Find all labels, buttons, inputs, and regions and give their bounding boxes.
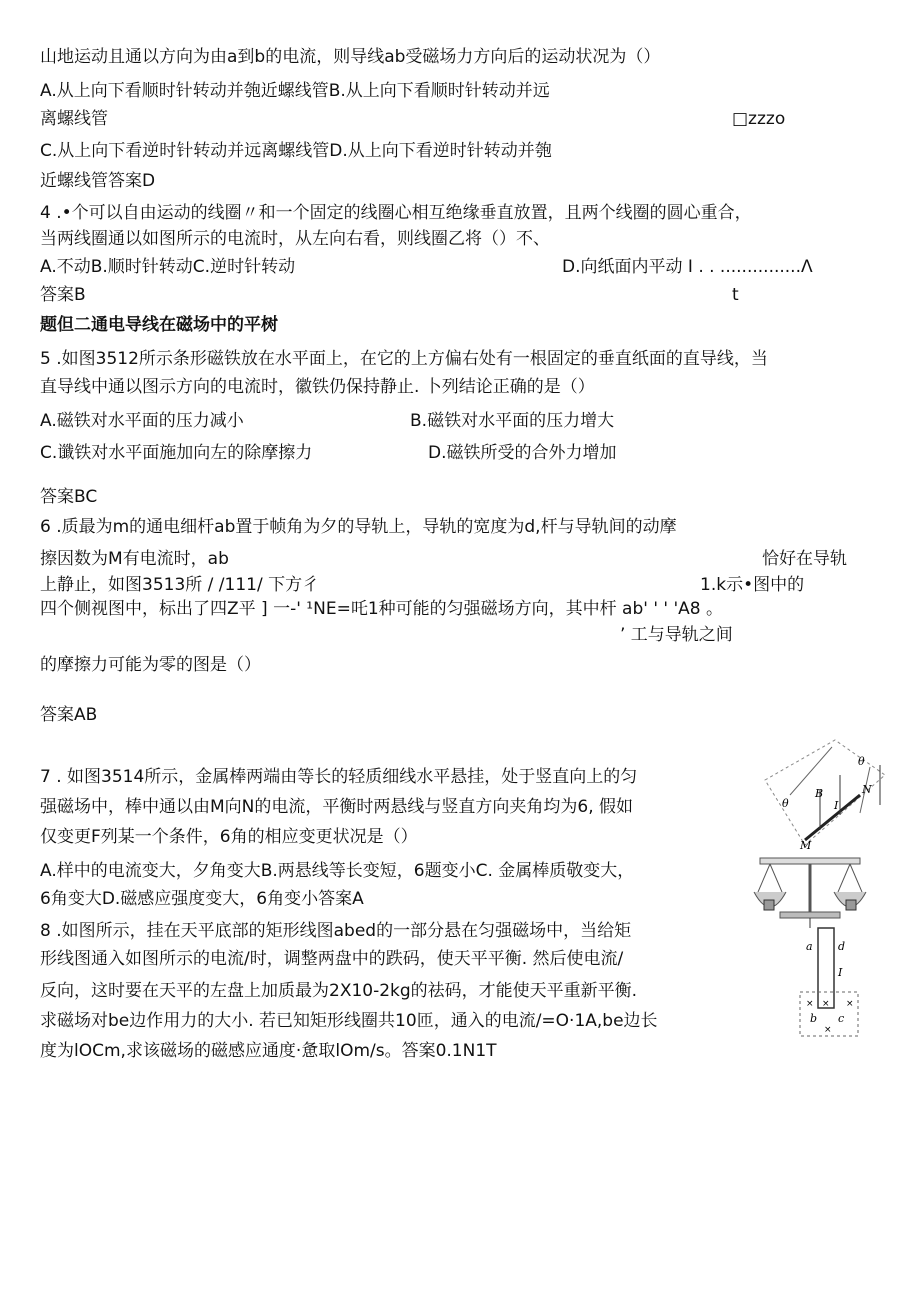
answer-line: 6角变大D.磁感应强度变大，6角变小答案A <box>40 889 364 909</box>
question-6: 6 .质最为m的通电细杆ab置于帧角为夕的导轨上，导轨的宽度为d,杆与导轨间的动摩 <box>40 517 677 537</box>
c-label: c <box>838 1012 845 1025</box>
answer-line: 答案B <box>40 285 86 305</box>
answer-line: 答案BC <box>40 487 98 507</box>
text-line: 山地运动且通以方向为由a到b的电流，则导线ab受磁场力方向后的运动状况为（） <box>40 47 661 67</box>
text-line: 当两线圈通以如图所示的电流时，从左向右看，则线圈乙将（）不、 <box>40 229 550 249</box>
a-label: a <box>806 940 813 953</box>
question-4: 4 .•个可以自由运动的线圈〃和一个固定的线圈心相互绝缘垂直放置，且两个线圈的圆心重合， <box>40 203 752 223</box>
text-line: 直导线中通以图示方向的电流时，徽铁仍保持静止. 卜列结论正确的是（） <box>40 377 595 397</box>
field-cross: × <box>846 999 854 1009</box>
text-line: 的摩擦力可能为零的图是（） <box>40 655 261 675</box>
text-line: 求磁场对be边作用力的大小. 若已知矩形线圈共10匝，通入的电流/=O·1A,be边长 <box>40 1011 658 1031</box>
text-line: 仅变更F列某一个条件，6角的相应变更状况是（） <box>40 827 418 847</box>
question-8: 8 .如图所示，挂在天平底部的矩形线图abed的一部分悬在匀强磁场中，当给矩 <box>40 921 632 941</box>
n-label: N <box>862 783 872 796</box>
choice-line: C.从上向下看逆时针转动并远离螺线管D.从上向下看逆时针转动并匏 <box>40 141 552 161</box>
left-thread <box>790 747 832 795</box>
text-line: 1.k示•图中的 <box>700 575 805 595</box>
m-label: M <box>800 839 812 850</box>
text-line: 反向，这时要在天平的左盘上加质最为2X10-2kg的祛码，才能使天平重新平衡. <box>40 981 638 1001</box>
theta-label: θ <box>782 797 789 810</box>
b-label: B <box>815 787 824 800</box>
choice-d: D.磁铁所受的合外力增加 <box>428 443 617 463</box>
question-5: 5 .如图3512所示条形磁铁放在水平面上，在它的上方偏右处有一根固定的垂直纸面的直导线，当 <box>40 349 768 369</box>
choice-a: A.磁铁对水平面的压力减小 <box>40 411 244 431</box>
hanging-rod-figure <box>760 735 890 850</box>
choice-line: D.向纸面内平动 I . . ...............Λ <box>562 257 813 277</box>
choice-c: C.谶铁对水平面施加向左的除摩擦力 <box>40 443 313 463</box>
answer-line: 近螺线管答案D <box>40 171 156 191</box>
figure-caption: □zzzo <box>732 109 786 129</box>
balance-base <box>780 912 840 918</box>
left-pan-string <box>758 864 770 892</box>
i-label: I <box>834 799 839 812</box>
text-line: 四个侧视图中，标出了四Z平 ] 一-' ¹NE=吒1种可能的匀强磁场方向，其中杆 ab' ' ' 'A8 。 <box>40 599 723 619</box>
b-label: b <box>810 1012 818 1025</box>
theta-label: θ <box>858 755 865 768</box>
field-cross: × <box>806 999 814 1009</box>
section-heading: 题但二通电导线在磁场中的平树 <box>40 315 278 335</box>
choice-b: B.磁铁对水平面的压力增大 <box>410 411 615 431</box>
d-label: d <box>838 940 846 953</box>
choice-line: A.不动B.顺时针转动C.逆时针转动 <box>40 257 296 277</box>
i-label: I <box>838 966 843 979</box>
choice-line: 离螺线管 <box>40 109 108 129</box>
text-line: 上静止，如图3513所 / /111/ 下方彳 <box>40 575 320 595</box>
balance-beam <box>760 858 860 864</box>
answer-line: 答案AB <box>40 705 98 725</box>
text-line: 强磁场中，棒中通以由M向N的电流，平衡时两悬线与竖直方向夹角均为6, 假如 <box>40 797 634 817</box>
answer-line: 度为lOCm,求该磁场的磁感应通度·惫取lOm/s。答案0.1N1T <box>40 1041 497 1061</box>
figure-label: t <box>732 285 739 305</box>
field-cross: × <box>824 1025 832 1035</box>
text-line: ’ 工与导轨之间 <box>620 625 733 645</box>
field-cross: × <box>822 999 830 1009</box>
choice-line: A.从上向下看顺时针转动并匏近螺线管B.从上向下看顺时针转动并远 <box>40 81 550 101</box>
weight <box>764 900 774 910</box>
text-line: 形线图通入如图所示的电流/时，调整两盘中的跌码，使天平平衡. 然后使电流/ <box>40 949 624 969</box>
left-pan-string <box>770 864 782 892</box>
right-pan-string <box>838 864 850 892</box>
text-line: 恰好在导轨 <box>762 549 847 569</box>
weight <box>846 900 856 910</box>
balance-coil-figure <box>750 852 880 1042</box>
question-7: 7 . 如图3514所示，金属棒两端由等长的轻质细线水平悬挂，处于竖直向上的匀 <box>40 767 638 787</box>
rectangular-coil <box>818 928 834 1008</box>
metal-rod <box>805 795 860 840</box>
right-pan-string <box>850 864 862 892</box>
text-line: 擦因数为M有电流时，ab <box>40 549 229 569</box>
choice-line: A.样中的电流变大，夕角变大B.两悬线等长变短，6题变小C. 金属棒质敬变大， <box>40 861 635 881</box>
